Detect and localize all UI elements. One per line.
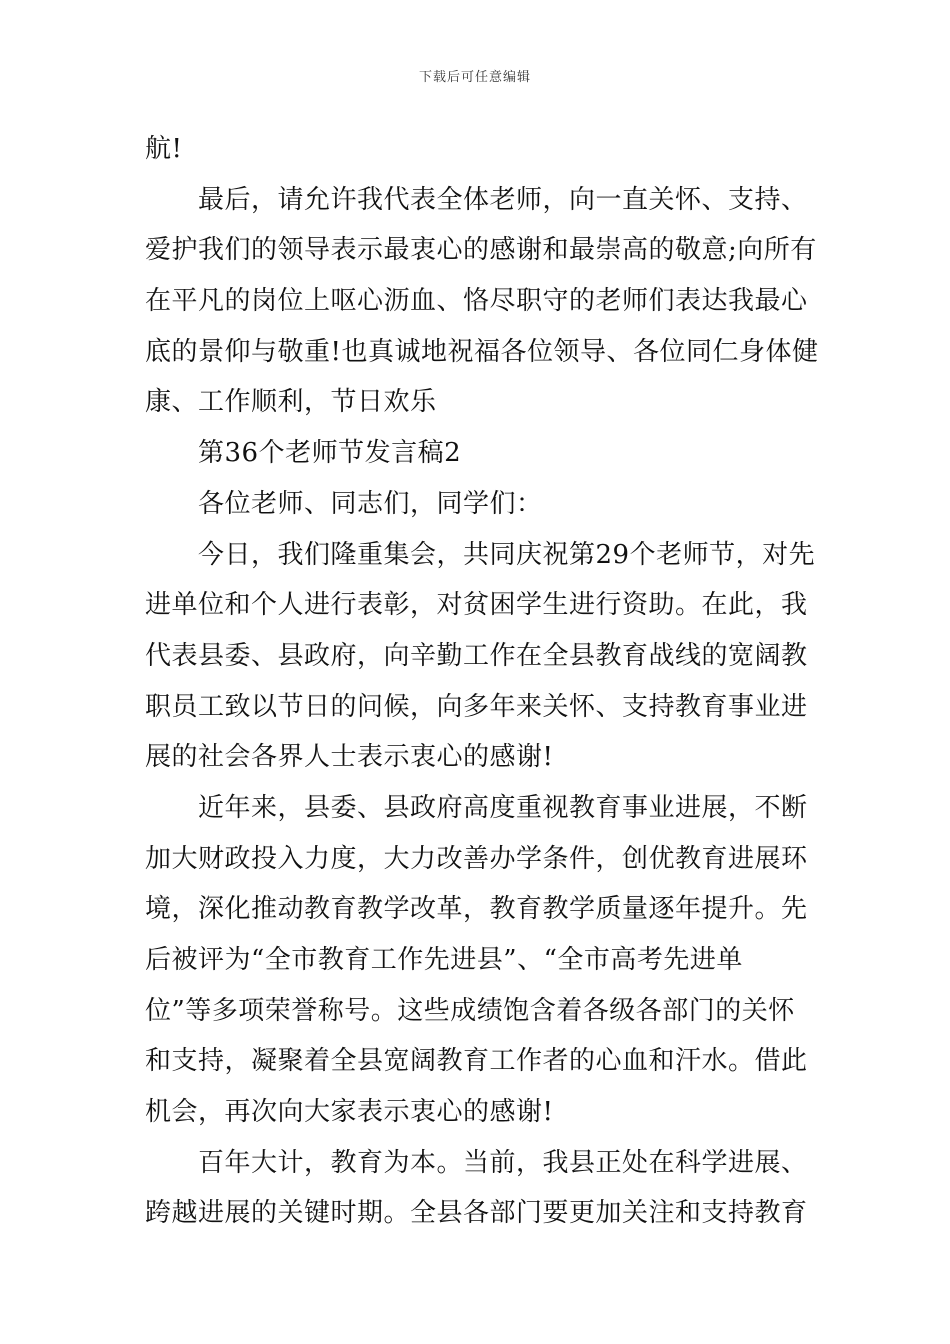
text-line: 最后，请允许我代表全体老师，向一直关怀、支持、 <box>198 184 808 215</box>
text-line: 进单位和个人进行表彰，对贫困学生进行资助。在此，我 <box>145 590 808 621</box>
text-line: 加大财政投入力度，大力改善办学条件，创优教育进展环 <box>145 843 808 874</box>
document-body <box>145 124 819 1239</box>
text-line: 百年大计，教育为本。当前，我县正处在科学进展、 <box>198 1147 808 1178</box>
text-line: 在平凡的岗位上呕心沥血、恪尽职守的老师们表达我最心 <box>145 286 808 317</box>
text-line: 代表县委、县政府，向辛勤工作在全县教育战线的宽阔教 <box>145 640 808 671</box>
text-line: 后被评为“全市教育工作先进县”、“全市高考先进单 <box>145 945 743 975</box>
text-line: 近年来，县委、县政府高度重视教育事业进展，不断 <box>198 792 808 823</box>
text-line: 和支持，凝聚着全县宽阔教育工作者的心血和汗水。借此 <box>145 1046 808 1077</box>
text-line: 跨越进展的关键时期。全县各部门要更加关注和支持教育 <box>145 1198 808 1229</box>
text-line: 爱护我们的领导表示最衷心的感谢和最崇高的敬意;向所有 <box>145 235 817 266</box>
page-header: 下载后可任意编辑 <box>418 70 531 85</box>
text-line: 康、工作顺利，节日欢乐 <box>145 387 437 418</box>
text-line: 位”等多项荣誉称号。这些成绩饱含着各级各部门的关怀 <box>145 995 795 1026</box>
text-line: 机会，再次向大家表示衷心的感谢! <box>145 1097 554 1128</box>
text-line: 底的景仰与敬重!也真诚地祝福各位领导、各位同仁身体健 <box>145 336 819 367</box>
text-line: 职员工致以节日的问候，向多年来关怀、支持教育事业进 <box>145 691 808 722</box>
text-line: 境，深化推动教育教学改革，教育教学质量逐年提升。先 <box>145 894 808 925</box>
section-title: 第36个老师节发言稿2 <box>198 438 462 469</box>
text-line: 展的社会各界人士表示衷心的感谢! <box>145 742 554 773</box>
text-line: 航! <box>145 134 183 164</box>
text-line: 今日，我们隆重集会，共同庆祝第29个老师节，对先 <box>198 539 816 570</box>
salutation: 各位老师、同志们，同学们： <box>198 488 543 519</box>
